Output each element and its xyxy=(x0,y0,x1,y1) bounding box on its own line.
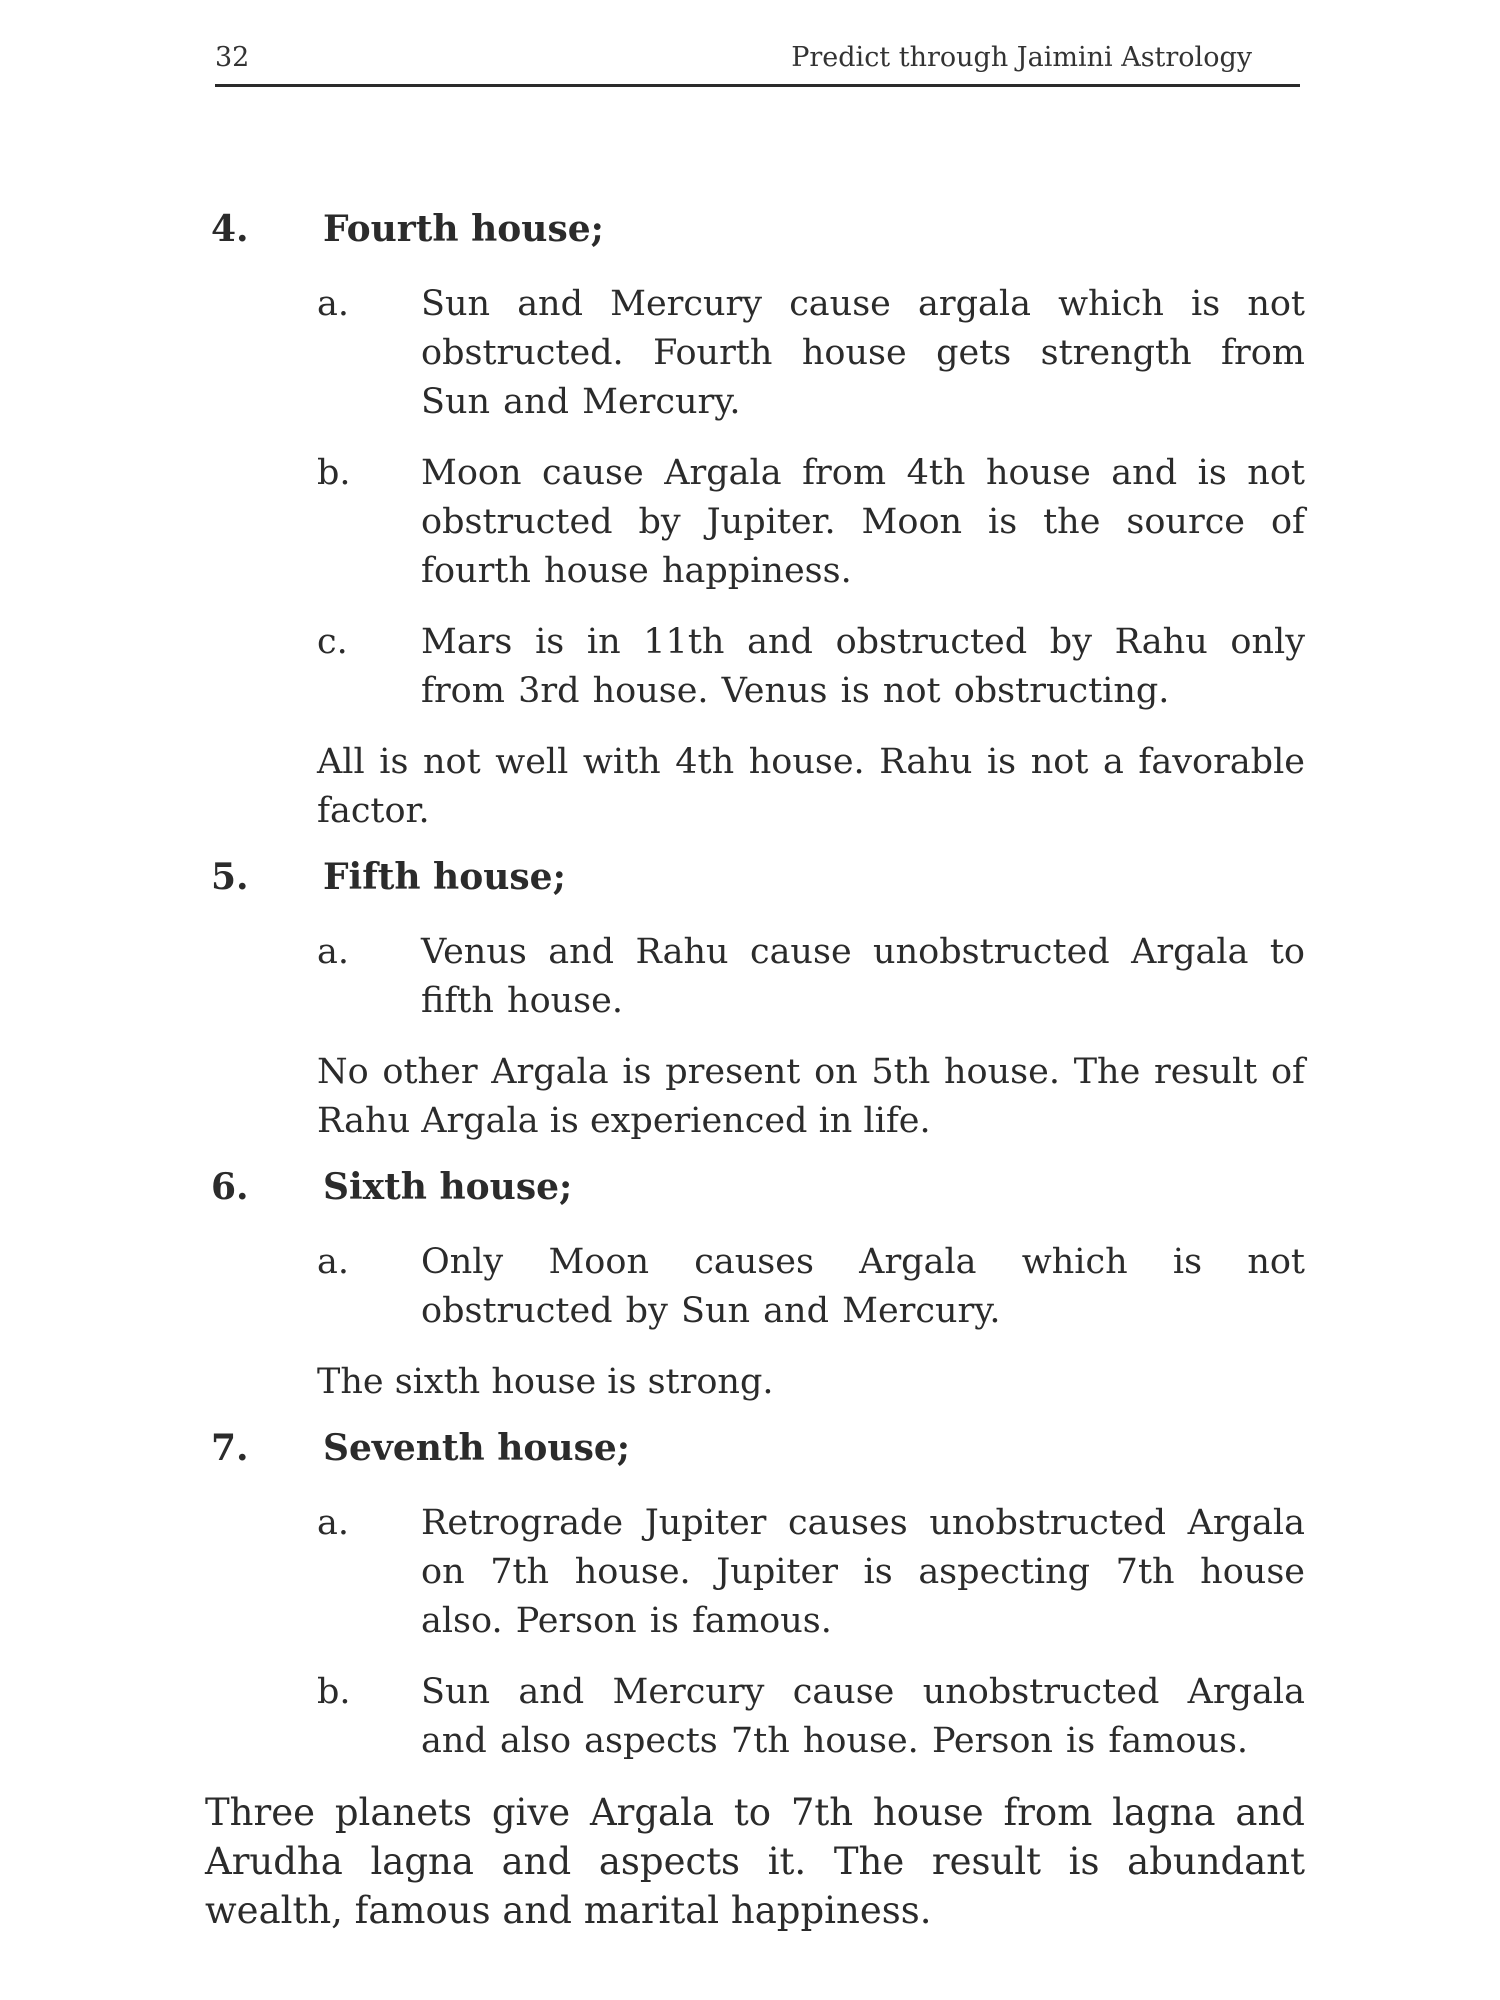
item-text: Sun and Mercury cause argala which is not obstructed. Fourth house gets strength from Sun and Mercury. xyxy=(421,284,1305,422)
item-text: Retrograde Jupiter causes unobstructed Argala on 7th house. Jupiter is aspecting 7th house also. Person is famous. xyxy=(421,1503,1305,1641)
item-text: Venus and Rahu cause unobstructed Argala to fifth house. xyxy=(421,932,1305,1021)
section-number: 5. xyxy=(211,856,249,898)
section-sixth-house xyxy=(205,1166,1305,1407)
section-heading xyxy=(205,1166,1305,1238)
item-text: Mars is in 11th and obstructed by Rahu only from 3rd house. Venus is not obstructing. xyxy=(421,622,1305,711)
page-header xyxy=(215,36,1300,87)
section-fifth-house xyxy=(205,856,1305,1146)
list-item xyxy=(317,1499,1305,1646)
section-note: All is not well with 4th house. Rahu is not a favorable factor. xyxy=(317,742,1305,831)
item-text: Only Moon causes Argala which is not obstructed by Sun and Mercury. xyxy=(421,1242,1305,1331)
item-letter: a. xyxy=(317,284,349,324)
list-item xyxy=(317,618,1305,716)
item-letter: a. xyxy=(317,1503,349,1543)
item-letter: c. xyxy=(317,622,348,662)
section-title: Fourth house; xyxy=(323,208,604,250)
section-title: Fifth house; xyxy=(323,856,566,898)
section-number: 4. xyxy=(211,208,249,250)
section-heading xyxy=(205,208,1305,280)
item-letter: a. xyxy=(317,932,349,972)
section-heading xyxy=(205,1427,1305,1499)
section-number: 6. xyxy=(211,1166,249,1208)
section-number: 7. xyxy=(211,1427,249,1469)
section-fourth-house xyxy=(205,208,1305,836)
item-text: Moon cause Argala from 4th house and is not obstructed by Jupiter. Moon is the source of fourth house happiness. xyxy=(421,453,1305,591)
list-item xyxy=(317,928,1305,1026)
page-number: 32 xyxy=(215,42,250,73)
page-content xyxy=(205,208,1305,1935)
section-title: Sixth house; xyxy=(323,1166,573,1208)
book-title: Predict through Jaimini Astrology xyxy=(791,42,1252,73)
section-seventh-house xyxy=(205,1427,1305,1766)
section-note: The sixth house is strong. xyxy=(317,1362,774,1402)
item-letter: a. xyxy=(317,1242,349,1282)
section-title: Seventh house; xyxy=(323,1427,631,1469)
list-item xyxy=(317,1668,1305,1766)
list-item xyxy=(317,449,1305,596)
item-text: Sun and Mercury cause unobstructed Argala and also aspects 7th house. Person is famous. xyxy=(421,1672,1305,1761)
item-letter: b. xyxy=(317,1672,351,1712)
list-item xyxy=(317,280,1305,427)
item-letter: b. xyxy=(317,453,351,493)
list-item xyxy=(317,1238,1305,1336)
conclusion-paragraph: Three planets give Argala to 7th house from lagna and Arudha lagna and aspects it. The result is abundant wealth, famous and marital happiness. xyxy=(205,1791,1305,1932)
section-note: No other Argala is present on 5th house. The result of Rahu Argala is experienced in life. xyxy=(317,1052,1305,1141)
section-heading xyxy=(205,856,1305,928)
